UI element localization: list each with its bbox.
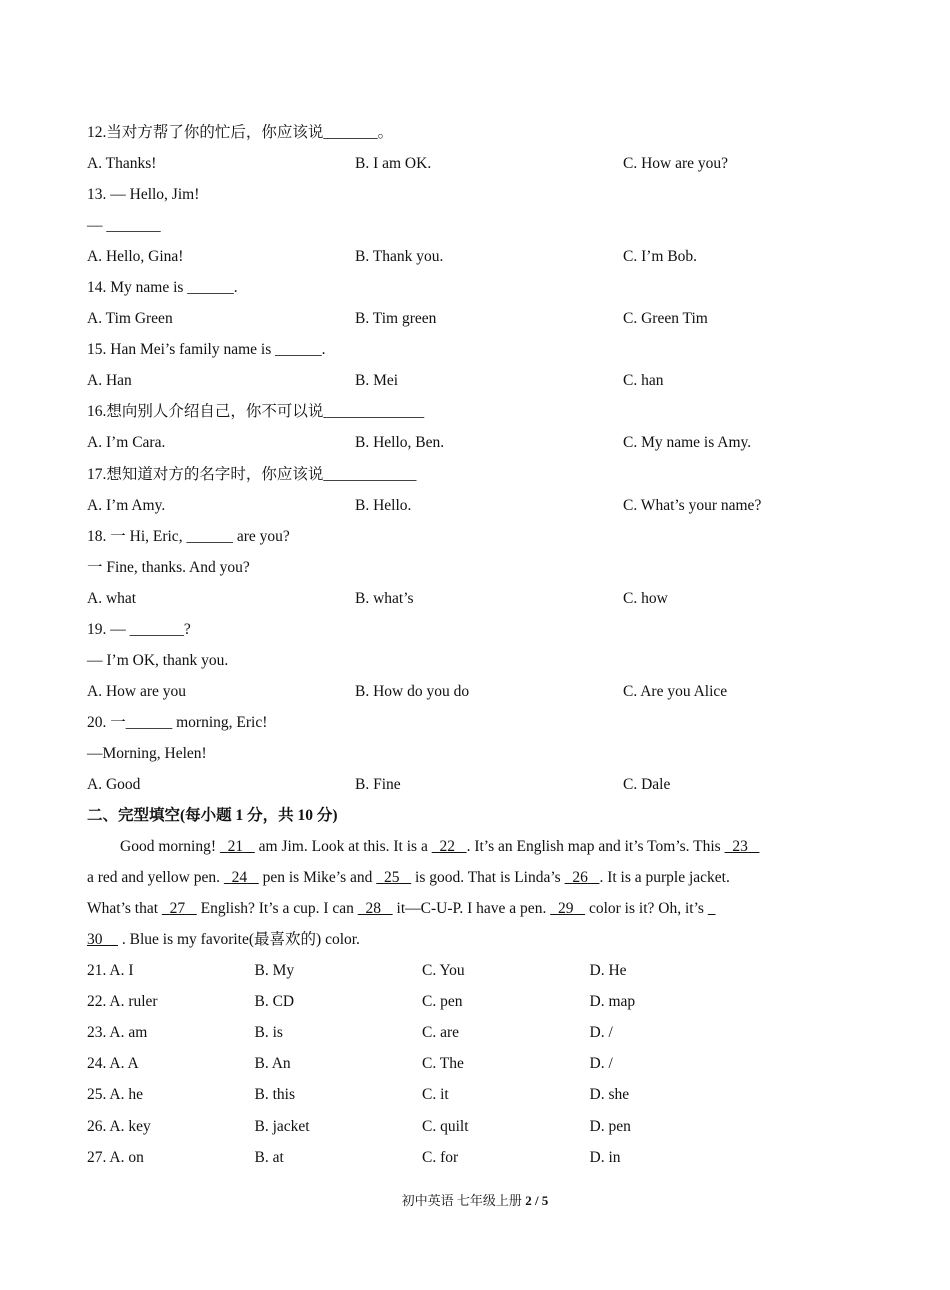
choice-d: D. pen: [589, 1117, 631, 1135]
option-b: B. what’s: [355, 589, 414, 607]
choice-b: B. CD: [254, 993, 295, 1011]
page-number: 2 / 5: [525, 1193, 549, 1208]
section-heading: 二、完型填空(每小题 1 分，共 10 分): [87, 807, 338, 825]
choice-a: 24. A. A: [87, 1055, 139, 1073]
question-stem: 12.当对方帮了你的忙后，你应该说_______。: [87, 124, 394, 141]
question-stem: 14. My name is ______.: [87, 279, 238, 297]
choice-a: 27. A. on: [87, 1148, 144, 1166]
choice-b: B. My: [254, 962, 295, 980]
question-stem: 18. 一 Hi, Eric, ______ are you?: [87, 527, 290, 545]
blank-29: 29: [557, 900, 574, 918]
choice-a: 21. A. I: [87, 962, 134, 980]
question-stem-reply: —Morning, Helen!: [87, 744, 207, 762]
passage-text: Good morning!: [120, 838, 220, 856]
passage-text: a red and yellow pen.: [87, 869, 224, 887]
passage-text: . Blue is my favorite(最喜欢的) color.: [118, 931, 360, 949]
option-row: [87, 148, 877, 179]
option-row: [87, 769, 877, 800]
option-row: [87, 427, 877, 458]
option-a: A. Tim Green: [87, 310, 173, 328]
blank-22: 22: [439, 838, 455, 856]
blank-25: 25: [384, 869, 400, 887]
exam-page: [87, 117, 877, 1173]
choice-d: D. /: [589, 1024, 613, 1042]
choice-c: C. it: [422, 1086, 449, 1104]
option-b: B. How do you do: [355, 682, 470, 700]
choice-row: [87, 955, 877, 986]
option-c: C. Are you Alice: [623, 682, 728, 700]
option-b: B. Mei: [355, 372, 399, 390]
question-stem-reply: — I’m OK, thank you.: [87, 651, 229, 669]
blank-23: 23: [732, 838, 748, 856]
passage-text: it—C-U-P. I have a pen.: [392, 900, 551, 918]
choice-a: 25. A. he: [87, 1086, 143, 1104]
option-row: [87, 676, 877, 707]
choice-a: 22. A. ruler: [87, 993, 158, 1011]
passage-line: [87, 924, 877, 955]
option-b: B. Thank you.: [355, 248, 444, 266]
option-a: A. Good: [87, 775, 141, 793]
option-a: A. Hello, Gina!: [87, 248, 184, 266]
choice-b: B. jacket: [254, 1117, 310, 1135]
blank-21: 21: [227, 838, 244, 856]
option-row: [87, 365, 877, 396]
choice-row: [87, 1142, 877, 1173]
choice-b: B. at: [254, 1148, 284, 1166]
choice-row: [87, 986, 877, 1017]
question-stem: 17.想知道对方的名字时，你应该说____________: [87, 465, 417, 483]
passage-text: am Jim. Look at this. It is a: [254, 838, 432, 856]
choice-row: [87, 1111, 877, 1142]
option-row: [87, 490, 877, 521]
choice-row: [87, 1017, 877, 1048]
choice-c: C. You: [422, 962, 465, 980]
option-c: C. I’m Bob.: [623, 248, 698, 266]
option-b: B. I am OK.: [355, 155, 432, 173]
passage-text: pen is Mike’s and: [258, 869, 377, 887]
choice-d: D. /: [589, 1055, 613, 1073]
question-stem-reply: 一 Fine, thanks. And you?: [87, 558, 250, 576]
option-row: [87, 241, 877, 272]
option-b: B. Hello.: [355, 496, 412, 514]
blank-30: 30: [87, 931, 103, 949]
passage-text: English? It’s a cup. I can: [196, 900, 358, 918]
passage-line: [87, 831, 877, 862]
option-a: A. I’m Cara.: [87, 434, 166, 452]
option-c: C. What’s your name?: [623, 496, 762, 514]
question-stem: 15. Han Mei’s family name is ______.: [87, 341, 326, 359]
passage-line: [87, 862, 877, 893]
choice-d: D. map: [589, 993, 636, 1011]
choice-row: [87, 1048, 877, 1079]
option-a: A. How are you: [87, 682, 187, 700]
option-c: C. how: [623, 589, 668, 607]
option-c: C. Green Tim: [623, 310, 708, 328]
choice-row: [87, 1079, 877, 1110]
passage-text: color is it? Oh, it’s: [585, 900, 708, 918]
option-a: A. what: [87, 589, 137, 607]
option-a: A. Thanks!: [87, 155, 157, 173]
option-b: B. Fine: [355, 775, 401, 793]
passage-text: What’s that: [87, 900, 162, 918]
passage-line: [87, 893, 877, 924]
choice-c: C. pen: [422, 993, 463, 1011]
choice-d: D. she: [589, 1086, 630, 1104]
choice-d: D. in: [589, 1148, 621, 1166]
passage-text: . It’s an English map and it’s Tom’s. This: [466, 838, 725, 856]
choice-c: C. are: [422, 1024, 460, 1042]
choice-b: B. An: [254, 1055, 291, 1073]
option-c: C. My name is Amy.: [623, 434, 752, 452]
choice-c: C. The: [422, 1055, 464, 1073]
choice-b: B. this: [254, 1086, 295, 1104]
passage-text: is good. That is Linda’s: [411, 869, 565, 887]
choice-c: C. quilt: [422, 1117, 469, 1135]
option-row: [87, 583, 877, 614]
question-stem: 20. 一______ morning, Eric!: [87, 713, 268, 731]
blank-24: 24: [231, 869, 248, 887]
choice-c: C. for: [422, 1148, 459, 1166]
footer-title: 初中英语 七年级上册: [401, 1193, 526, 1208]
question-stem: 16.想向别人介绍自己，你不可以说_____________: [87, 403, 425, 421]
question-stem: 13. — Hello, Jim!: [87, 186, 200, 204]
option-a: A. I’m Amy.: [87, 496, 166, 514]
choice-b: B. is: [254, 1024, 283, 1042]
option-a: A. Han: [87, 372, 132, 390]
option-b: B. Hello, Ben.: [355, 434, 445, 452]
choice-a: 26. A. key: [87, 1117, 151, 1135]
choice-a: 23. A. am: [87, 1024, 148, 1042]
option-c: C. han: [623, 372, 664, 390]
question-stem: 19. — _______?: [87, 620, 191, 638]
choice-d: D. He: [589, 962, 627, 980]
blank-trailing: [708, 900, 716, 917]
blank-26: 26: [572, 869, 588, 887]
option-b: B. Tim green: [355, 310, 437, 328]
option-c: C. How are you?: [623, 155, 729, 173]
question-stem-reply: — _______: [87, 217, 161, 235]
blank-27: 27: [169, 900, 186, 918]
option-c: C. Dale: [623, 775, 671, 793]
passage-text: . It is a purple jacket.: [599, 869, 730, 887]
option-row: [87, 303, 877, 334]
page-footer: [0, 1190, 950, 1209]
blank-28: 28: [365, 900, 382, 918]
